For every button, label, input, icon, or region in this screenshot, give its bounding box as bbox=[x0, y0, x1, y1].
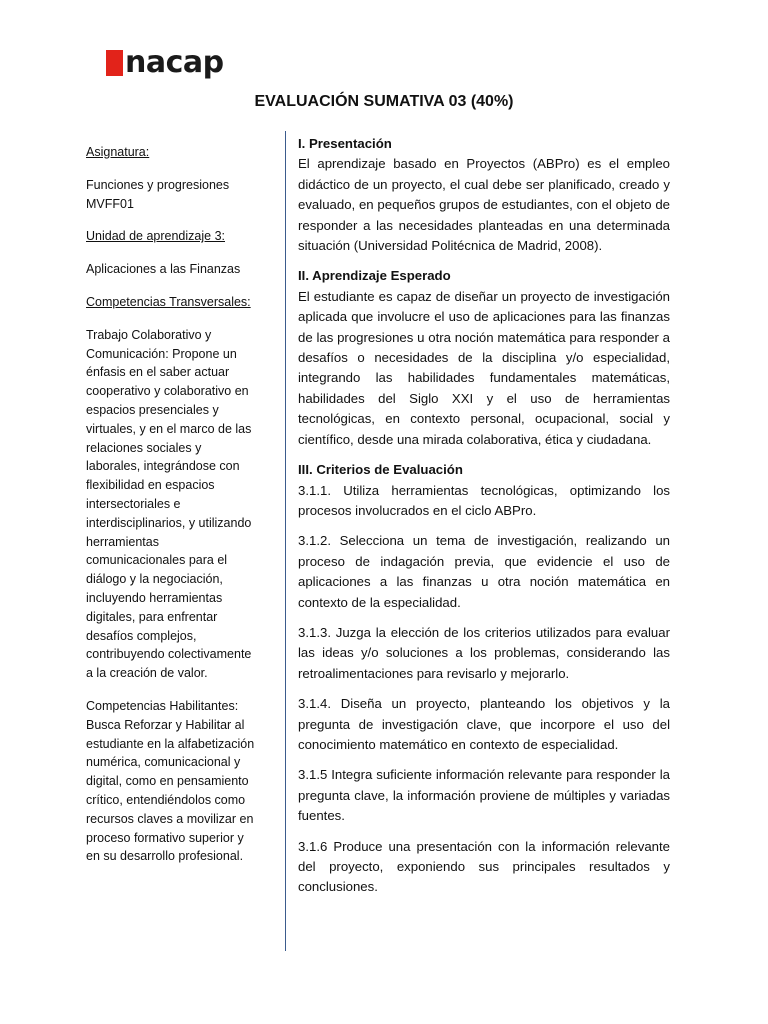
criterio-item: 3.1.3. Juzga la elección de los criterios utilizados para evaluar las ideas y/o soluciones a los problemas, considerando las retroalimentaciones para revisarlo y mejorarlo. bbox=[298, 624, 670, 681]
asignatura-label: Asignatura: bbox=[86, 145, 150, 159]
asignatura-value: Funciones y progresiones MVFF01 bbox=[86, 177, 230, 211]
aprendizaje-heading: II. Aprendizaje Esperado bbox=[298, 268, 451, 284]
main-column bbox=[298, 134, 670, 908]
criterio-item: 3.1.5 Integra suficiente información relevante para responder la pregunta clave, la información proviene de múltiples y variadas fuentes. bbox=[298, 767, 670, 824]
logo-red-mark bbox=[106, 50, 123, 76]
sidebar-column bbox=[86, 143, 258, 880]
section-criterios bbox=[298, 460, 670, 898]
presentacion-heading: I. Presentación bbox=[298, 136, 392, 151]
section-aprendizaje bbox=[298, 266, 670, 450]
criterio-item: 3.1.2. Selecciona un tema de investigación, realizando un proceso de indagación previa, que evidencie el uso de aplicaciones a las finanzas u otra noción matemática en contexto de la especialidad. bbox=[298, 533, 670, 610]
inacap-logo bbox=[106, 44, 224, 80]
section-presentacion bbox=[298, 134, 670, 256]
presentacion-text: El aprendizaje basado en Proyectos (ABPro) es el empleo didáctico de un proyecto, el cual debe ser planificado, creado y evaluado, en pequeños grupos de estudiantes, con el objeto de responder a las necesidades planteadas en una determinada situación (Universidad Politécnica de Madrid, 2008). bbox=[298, 156, 670, 254]
criterio-item: 3.1.4. Diseña un proyecto, planteando los objetivos y la pregunta de investigación clave, que incorpore el uso del conocimiento matemático en contexto de especialidad. bbox=[298, 696, 670, 752]
competencias-habilitantes-text: Competencias Habilitantes: Busca Reforzar y Habilitar al estudiante en la alfabetización numérica, comunicacional y digital, como en pensamiento crítico, entendiéndolos como recursos claves a movilizar en proceso formativo superior y en su desarrollo profesional. bbox=[86, 698, 255, 864]
criterio-item: 3.1.6 Produce una presentación con la información relevante del proyecto, exponiendo sus principales resultados y conclusiones. bbox=[298, 838, 670, 895]
competencias-transversales-label: Competencias Transversales: bbox=[86, 294, 251, 309]
unidad-value: Aplicaciones a las Finanzas bbox=[86, 262, 241, 277]
unidad-label: Unidad de aprendizaje 3: bbox=[86, 229, 225, 244]
competencias-transversales-text: Trabajo Colaborativo y Comunicación: Propone un énfasis en el saber actuar cooperativo y colaborativo en espacios presenciales y virtuales, y en el marco de las relaciones sociales y laborales, integrándose con flexibilidad en espacios intersectoriales e interdisciplinarios, y utilizando herramientas comunicacionales para el diálogo y la negociación, incluyendo herramientas digitales, para enfrentar desafíos complejos, contribuyendo colectivamente a la creación de valor. bbox=[86, 327, 252, 681]
criterios-heading: III. Criterios de Evaluación bbox=[298, 462, 463, 478]
criterio-item: 3.1.1. Utiliza herramientas tecnológicas, optimizando los procesos involucrados en el ciclo ABPro. bbox=[298, 482, 670, 518]
column-divider bbox=[285, 131, 286, 951]
page-title: EVALUACIÓN SUMATIVA 03 (40%) bbox=[254, 93, 514, 110]
logo-text: nacap bbox=[125, 45, 224, 80]
aprendizaje-text: El estudiante es capaz de diseñar un proyecto de investigación aplicada que involucre el uso de aplicaciones para las finanzas de las progresiones u otra noción matemática para responder a desafíos o necesidades de la disciplina y/o especialidad, integrando las habilidades fundamentales matemáticas, habilidades del Siglo XXI y el uso de herramientas tecnológicas, en contexto personal, ocupacional, social y científico, desde una mirada colaborativa, ética y ciudadana. bbox=[298, 288, 670, 447]
